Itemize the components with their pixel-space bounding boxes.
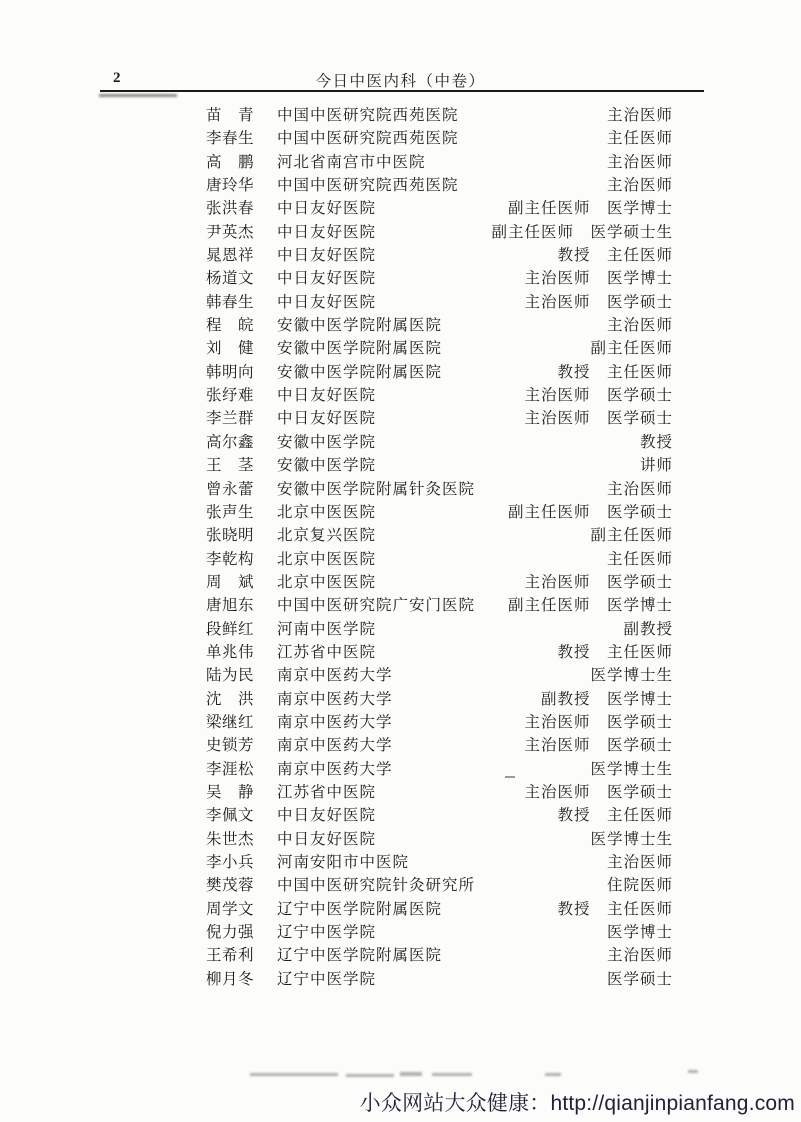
contributor-name: 李兰群 xyxy=(206,410,255,428)
contributor-row xyxy=(206,758,673,781)
contributor-row xyxy=(206,221,673,244)
scan-smudge xyxy=(545,1073,561,1076)
contributor-name: 陆为民 xyxy=(206,667,255,685)
contributor-affiliation: 中国中医研究院针灸研究所 xyxy=(277,877,476,895)
scan-smudge xyxy=(346,1074,394,1077)
contributor-name: 周学文 xyxy=(206,900,255,918)
contributor-row xyxy=(206,478,673,501)
contributor-affiliation: 北京中医医院 xyxy=(277,503,377,521)
contributor-row xyxy=(206,174,673,197)
contributor-row xyxy=(206,594,673,617)
contributor-row xyxy=(206,851,673,874)
contributor-row xyxy=(206,921,673,944)
contributor-affiliation: 南京中医药大学 xyxy=(277,713,393,731)
contributor-row xyxy=(206,898,673,921)
contributor-name: 单兆伟 xyxy=(206,643,255,661)
contributor-row xyxy=(206,968,673,991)
contributor-affiliation: 辽宁中医学院附属医院 xyxy=(277,900,443,918)
contributor-name: 尹英杰 xyxy=(206,223,255,241)
contributor-affiliation: 辽宁中医学院附属医院 xyxy=(277,947,443,965)
contributor-titles: 副主任医师 xyxy=(590,527,673,545)
contributor-name: 史锁芳 xyxy=(206,737,255,755)
contributor-affiliation: 南京中医药大学 xyxy=(277,690,393,708)
contributor-affiliation: 中日友好医院 xyxy=(277,410,377,428)
contributor-titles: 主治医师 xyxy=(606,480,673,498)
contributor-name: 苗 青 xyxy=(206,107,255,124)
contributor-row xyxy=(206,688,673,711)
header-rule xyxy=(100,90,704,92)
contributor-affiliation: 安徽中医学院附属医院 xyxy=(277,340,443,358)
contributor-name: 李佩文 xyxy=(206,807,255,825)
contributor-titles: 主治医师 医学博士 xyxy=(524,270,673,288)
contributor-affiliation: 南京中医药大学 xyxy=(277,737,393,755)
contributor-name: 张纾难 xyxy=(206,387,255,405)
contributor-affiliation: 安徽中医学院 xyxy=(277,457,377,475)
contributor-name: 李小兵 xyxy=(206,854,255,871)
scan-smudge xyxy=(99,94,177,97)
page-number: 2 xyxy=(113,70,121,86)
contributor-name: 张声生 xyxy=(206,503,255,521)
contributor-row xyxy=(206,361,673,384)
contributor-titles: 主治医师 医学硕士 xyxy=(524,293,673,311)
contributor-row xyxy=(206,127,673,150)
contributor-affiliation: 安徽中医学院附属针灸医院 xyxy=(277,480,476,498)
contributor-name: 高尔鑫 xyxy=(206,433,255,451)
contributor-row xyxy=(206,244,673,267)
contributor-row xyxy=(206,641,673,664)
contributor-titles: 教授 xyxy=(639,433,673,451)
contributor-affiliation: 北京复兴医院 xyxy=(277,527,377,545)
contributor-row xyxy=(206,197,673,220)
contributor-name: 张晓明 xyxy=(206,527,255,545)
contributor-affiliation: 安徽中医学院 xyxy=(277,433,377,451)
contributor-titles: 医学博士生 xyxy=(590,667,673,685)
contributor-affiliation: 河南安阳市中医院 xyxy=(277,854,410,871)
contributor-row xyxy=(206,337,673,360)
contributor-row xyxy=(206,151,673,174)
contributor-titles: 讲师 xyxy=(639,457,673,475)
contributor-titles: 副主任医师 医学硕士 xyxy=(507,503,673,521)
contributor-titles: 医学博士生 xyxy=(590,760,673,778)
contributor-titles: 主治医师 xyxy=(606,177,673,195)
scan-smudge xyxy=(400,1072,422,1076)
contributor-row xyxy=(206,944,673,967)
contributor-name: 倪力强 xyxy=(206,924,255,942)
contributor-name: 王 茎 xyxy=(206,457,255,475)
contributor-row xyxy=(206,711,673,734)
contributor-titles: 主治医师 医学硕士 xyxy=(524,713,673,731)
contributor-row xyxy=(206,314,673,337)
contributor-titles: 副主任医师 医学博士 xyxy=(507,597,673,615)
contributor-name: 刘 健 xyxy=(206,340,255,358)
scan-smudge xyxy=(688,1070,698,1073)
contributor-affiliation: 南京中医药大学 xyxy=(277,760,393,778)
contributor-titles: 副主任医师 医学博士 xyxy=(507,200,673,218)
contributor-name: 张洪春 xyxy=(206,200,255,218)
contributor-row xyxy=(206,431,673,454)
contributor-titles: 副教授 xyxy=(623,620,673,638)
contributor-affiliation: 中日友好医院 xyxy=(277,200,377,218)
contributor-name: 柳月冬 xyxy=(206,970,255,988)
contributor-titles: 住院医师 xyxy=(606,877,673,895)
contributor-row xyxy=(206,104,673,127)
contributor-row xyxy=(206,267,673,290)
contributor-affiliation: 安徽中医学院附属医院 xyxy=(277,363,443,381)
contributor-row xyxy=(206,291,673,314)
contributor-titles: 医学博士生 xyxy=(590,830,673,848)
contributor-titles: 主治医师 xyxy=(606,854,673,871)
contributor-name: 曾永蕾 xyxy=(206,480,255,498)
contributor-titles: 主治医师 医学硕士 xyxy=(524,737,673,755)
contributor-affiliation: 南京中医药大学 xyxy=(277,667,393,685)
contributor-affiliation: 辽宁中医学院 xyxy=(277,970,377,988)
contributor-titles: 主任医师 xyxy=(606,130,673,148)
scan-smudge xyxy=(505,776,515,778)
contributor-name: 梁继红 xyxy=(206,713,255,731)
contributor-row xyxy=(206,384,673,407)
contributor-titles: 主治医师 医学硕士 xyxy=(524,783,673,801)
contributor-titles: 主治医师 xyxy=(606,947,673,965)
contributor-titles: 主治医师 xyxy=(606,317,673,335)
contributor-titles: 教授 主任医师 xyxy=(557,900,673,918)
scan-smudge xyxy=(432,1073,472,1076)
contributor-titles: 教授 主任医师 xyxy=(557,247,673,265)
contributor-affiliation: 中日友好医院 xyxy=(277,223,377,241)
contributor-titles: 副主任医师 xyxy=(590,340,673,358)
contributor-name: 韩明向 xyxy=(206,363,255,381)
contributor-name: 段鲜红 xyxy=(206,620,255,638)
header-title: 今日中医内科（中卷） xyxy=(315,73,486,90)
contributor-titles: 主治医师 xyxy=(606,153,673,171)
contributor-name: 李春生 xyxy=(206,130,255,148)
contributor-name: 樊茂蓉 xyxy=(206,877,255,895)
contributor-affiliation: 中国中医研究院西苑医院 xyxy=(277,177,459,195)
contributor-affiliation: 江苏省中医院 xyxy=(277,643,377,661)
contributor-name: 唐旭东 xyxy=(206,597,255,615)
contributor-affiliation: 辽宁中医学院 xyxy=(277,924,377,942)
contributor-affiliation: 北京中医医院 xyxy=(277,573,377,591)
contributor-titles: 主治医师 xyxy=(606,107,673,124)
contributor-row xyxy=(206,664,673,687)
watermark: 小众网站大众健康：http://qianjinpianfang.com xyxy=(359,1092,795,1115)
contributor-affiliation: 中日友好医院 xyxy=(277,807,377,825)
contributor-affiliation: 中日友好医院 xyxy=(277,830,377,848)
contributor-row xyxy=(206,407,673,430)
scan-smudge xyxy=(250,1073,338,1076)
contributor-titles: 医学博士 xyxy=(606,924,673,942)
contributor-affiliation: 中国中医研究院广安门医院 xyxy=(277,597,476,615)
contributor-titles: 教授 主任医师 xyxy=(557,643,673,661)
contributor-titles: 教授 主任医师 xyxy=(557,363,673,381)
contributor-affiliation: 中日友好医院 xyxy=(277,293,377,311)
contributor-titles: 副主任医师 医学硕士生 xyxy=(491,223,673,241)
contributor-row xyxy=(206,454,673,477)
contributor-affiliation: 中日友好医院 xyxy=(277,247,377,265)
contributor-row xyxy=(206,548,673,571)
contributor-titles: 主治医师 医学硕士 xyxy=(524,387,673,405)
contributor-name: 韩春生 xyxy=(206,293,255,311)
contributor-name: 高 鹏 xyxy=(206,153,255,171)
contributor-row xyxy=(206,781,673,804)
contributor-row xyxy=(206,734,673,757)
contributor-titles: 医学硕士 xyxy=(606,970,673,988)
contributor-name: 唐玲华 xyxy=(206,177,255,195)
contributor-affiliation: 北京中医医院 xyxy=(277,550,377,568)
contributor-name: 晁恩祥 xyxy=(206,247,255,265)
contributor-titles: 主治医师 医学硕士 xyxy=(524,410,673,428)
contributor-affiliation: 中日友好医院 xyxy=(277,387,377,405)
contributor-row xyxy=(206,501,673,524)
contributor-name: 王希利 xyxy=(206,947,255,965)
contributor-titles: 教授 主任医师 xyxy=(557,807,673,825)
contributor-name: 沈 洪 xyxy=(206,690,255,708)
contributor-affiliation: 中国中医研究院西苑医院 xyxy=(277,130,459,148)
contributor-name: 吴 静 xyxy=(206,783,255,801)
contributor-name: 周 斌 xyxy=(206,573,255,591)
contributor-name: 李乾构 xyxy=(206,550,255,568)
contributor-affiliation: 安徽中医学院附属医院 xyxy=(277,317,443,335)
contributor-list xyxy=(206,104,673,991)
contributor-name: 李涯松 xyxy=(206,760,255,778)
contributor-row xyxy=(206,804,673,827)
contributor-affiliation: 中日友好医院 xyxy=(277,270,377,288)
contributor-row xyxy=(206,618,673,641)
contributor-row xyxy=(206,828,673,851)
contributor-affiliation: 河北省南宫市中医院 xyxy=(277,153,426,171)
contributor-row xyxy=(206,874,673,897)
contributor-name: 朱世杰 xyxy=(206,830,255,848)
contributor-affiliation: 江苏省中医院 xyxy=(277,783,377,801)
contributor-row xyxy=(206,524,673,547)
contributor-titles: 主治医师 医学硕士 xyxy=(524,573,673,591)
contributor-titles: 主任医师 xyxy=(606,550,673,568)
contributor-row xyxy=(206,571,673,594)
contributor-titles: 副教授 医学博士 xyxy=(540,690,673,708)
contributor-affiliation: 河南中医学院 xyxy=(277,620,377,638)
contributor-name: 杨道文 xyxy=(206,270,255,288)
contributor-name: 程 皖 xyxy=(206,317,255,335)
contributor-affiliation: 中国中医研究院西苑医院 xyxy=(277,107,459,124)
